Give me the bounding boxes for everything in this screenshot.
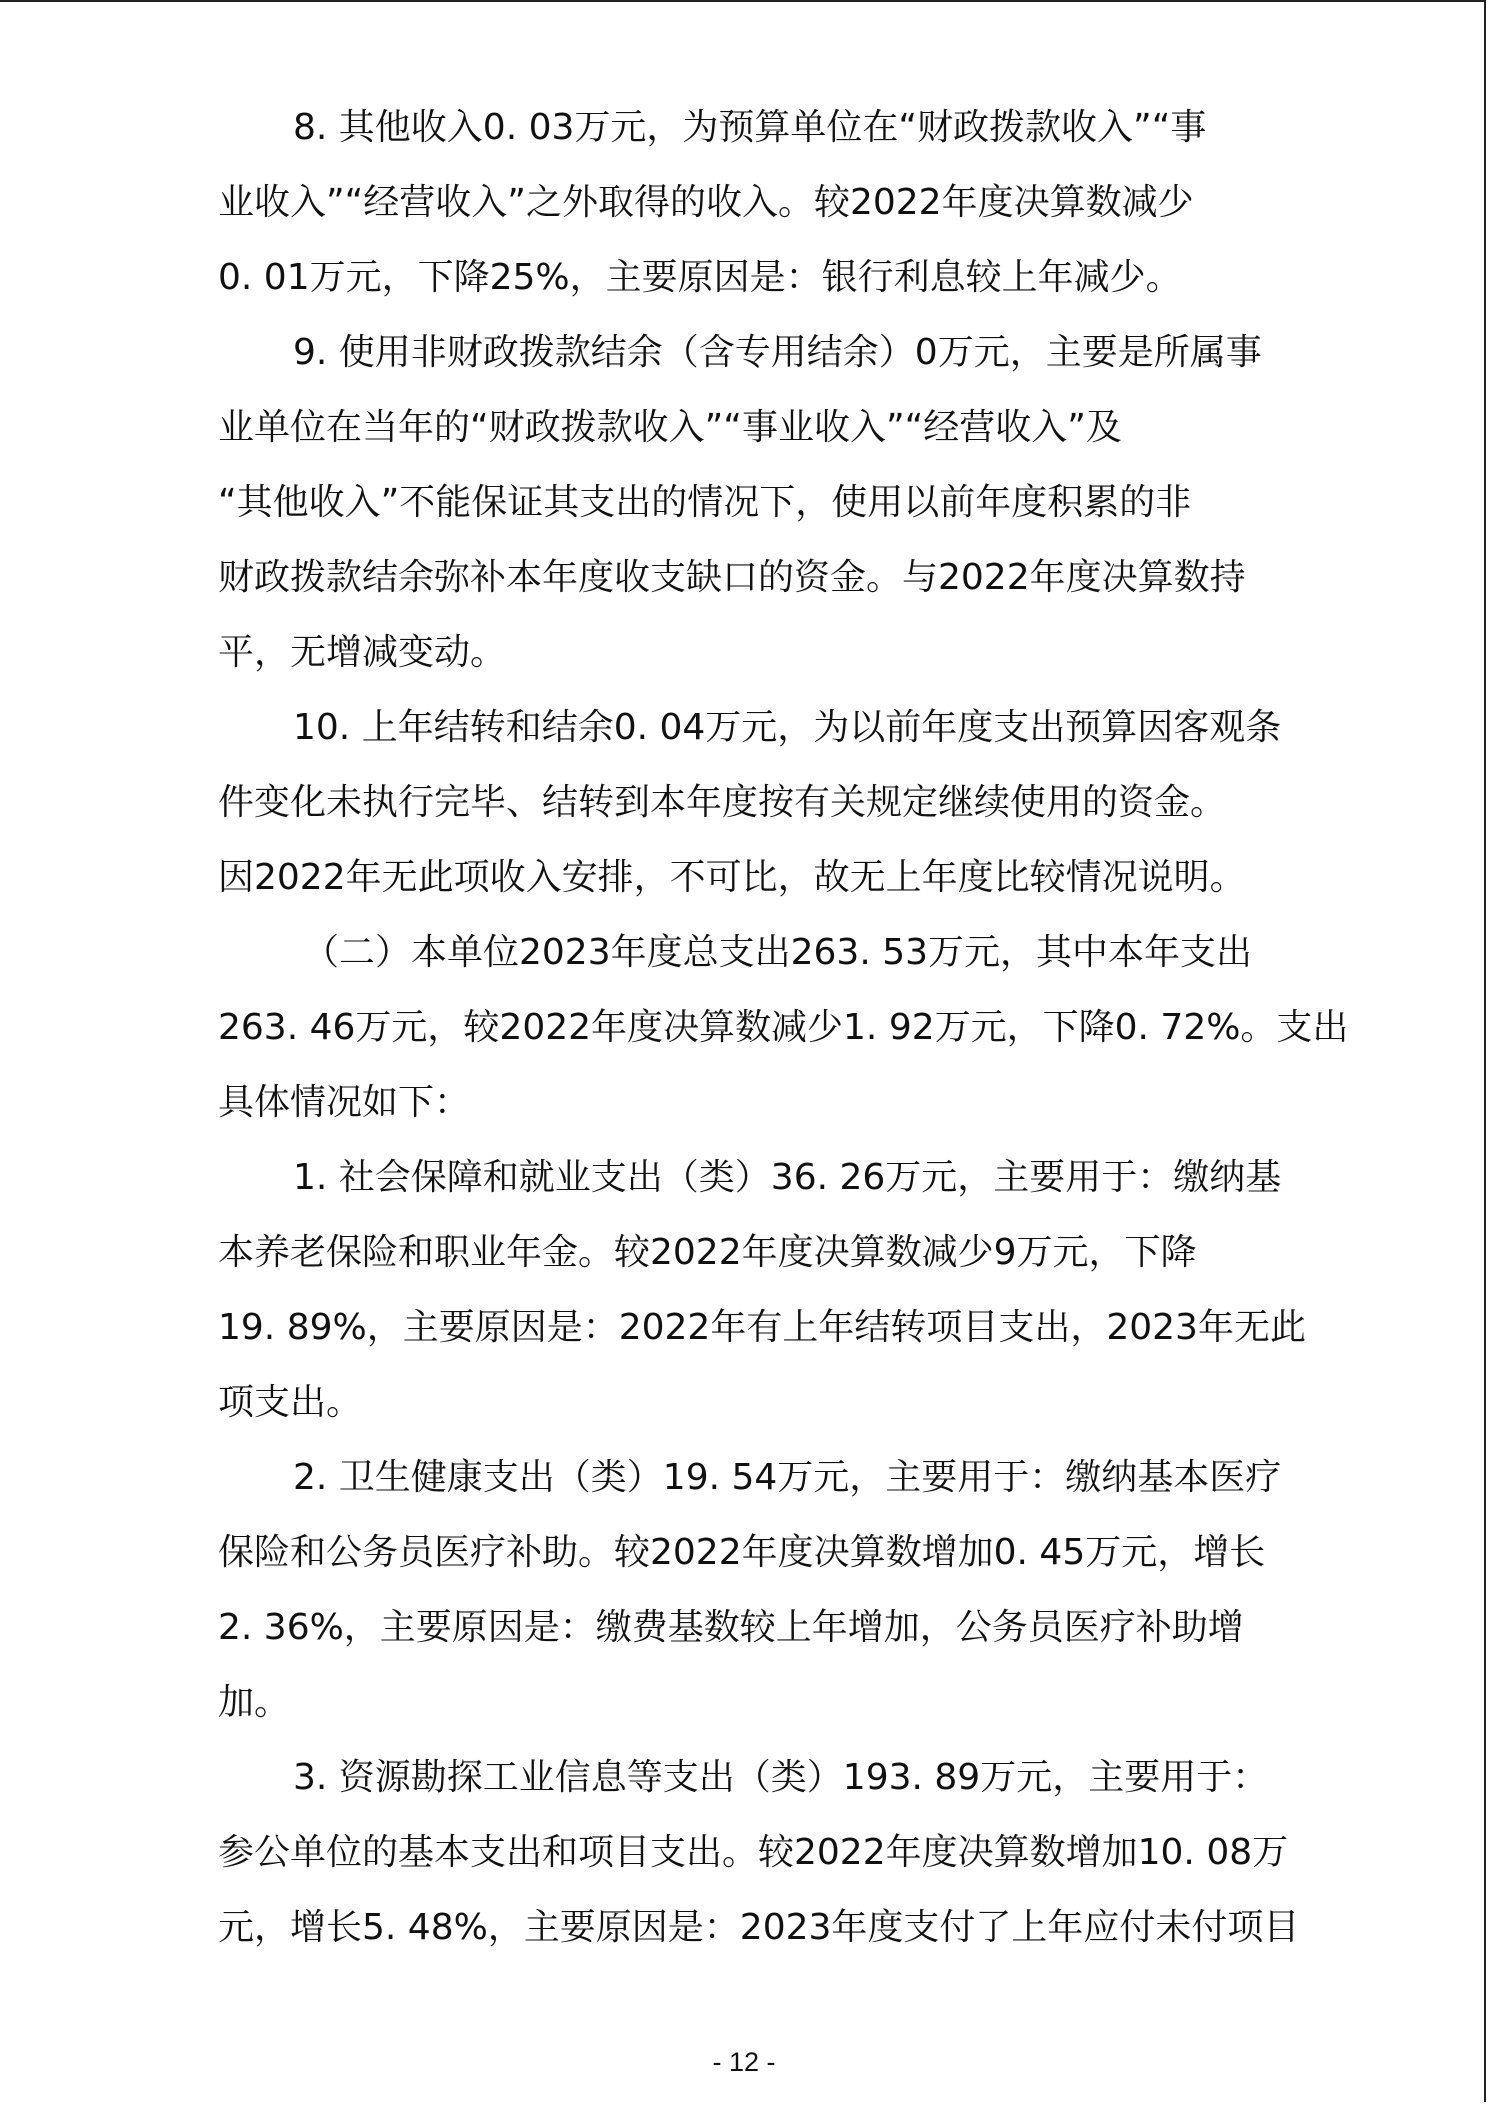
body-line: 263. 46万元，较2022年度决算数减少1. 92万元，下降0. 72%。支出	[218, 1007, 1349, 1048]
body-line: 件变化未执行完毕、结转到本年度按有关规定继续使用的资金。	[218, 782, 1227, 823]
document-body	[218, 100, 1349, 1975]
page-number: - 12 -	[712, 2047, 776, 2077]
body-line: 参公单位的基本支出和项目支出。较2022年度决算数增加10. 08万	[218, 1832, 1289, 1873]
body-line: 业单位在当年的“财政拨款收入”“事业收入”“经营收入”及	[218, 407, 1122, 448]
body-line: 10. 上年结转和结余0. 04万元，为以前年度支出预算因客观条	[293, 707, 1282, 748]
body-line: （二）本单位2023年度总支出263. 53万元，其中本年支出	[303, 932, 1253, 973]
body-line: 9. 使用非财政拨款结余（含专用结余）0万元，主要是所属事	[293, 332, 1262, 373]
body-line: 因2022年无此项收入安排，不可比，故无上年度比较情况说明。	[218, 857, 1246, 898]
body-line: 3. 资源勘探工业信息等支出（类）193. 89万元，主要用于：	[293, 1757, 1269, 1798]
body-line: 19. 89%，主要原因是：2022年有上年结转项目支出，2023年无此	[218, 1307, 1306, 1348]
body-line: 加。	[218, 1682, 291, 1723]
body-line: 元，增长5. 48%，主要原因是：2023年度支付了上年应付未付项目	[218, 1907, 1300, 1948]
body-line: 2. 卫生健康支出（类）19. 54万元，主要用于：缴纳基本医疗	[293, 1457, 1282, 1498]
body-line: 8. 其他收入0. 03万元，为预算单位在“财政拨款收入”“事	[293, 107, 1207, 148]
body-line: 保险和公务员医疗补助。较2022年度决算数增加0. 45万元，增长	[218, 1532, 1266, 1573]
body-line: 1. 社会保障和就业支出（类）36. 26万元，主要用于：缴纳基	[293, 1157, 1282, 1198]
body-line: 业收入”“经营收入”之外取得的收入。较2022年度决算数减少	[218, 182, 1194, 223]
body-line: 平，无增减变动。	[218, 632, 507, 673]
body-line: 具体情况如下：	[218, 1082, 471, 1123]
body-line: 本养老保险和职业年金。较2022年度决算数减少9万元，下降	[218, 1232, 1197, 1273]
body-line: 2. 36%，主要原因是：缴费基数较上年增加，公务员医疗补助增	[218, 1607, 1244, 1648]
body-line: 财政拨款结余弥补本年度收支缺口的资金。与2022年度决算数持	[218, 557, 1246, 598]
body-line: 项支出。	[218, 1382, 363, 1423]
body-line: 0. 01万元，下降25%，主要原因是：银行利息较上年减少。	[218, 257, 1182, 298]
body-line: “其他收入”不能保证其支出的情况下，使用以前年度积累的非	[218, 482, 1192, 523]
